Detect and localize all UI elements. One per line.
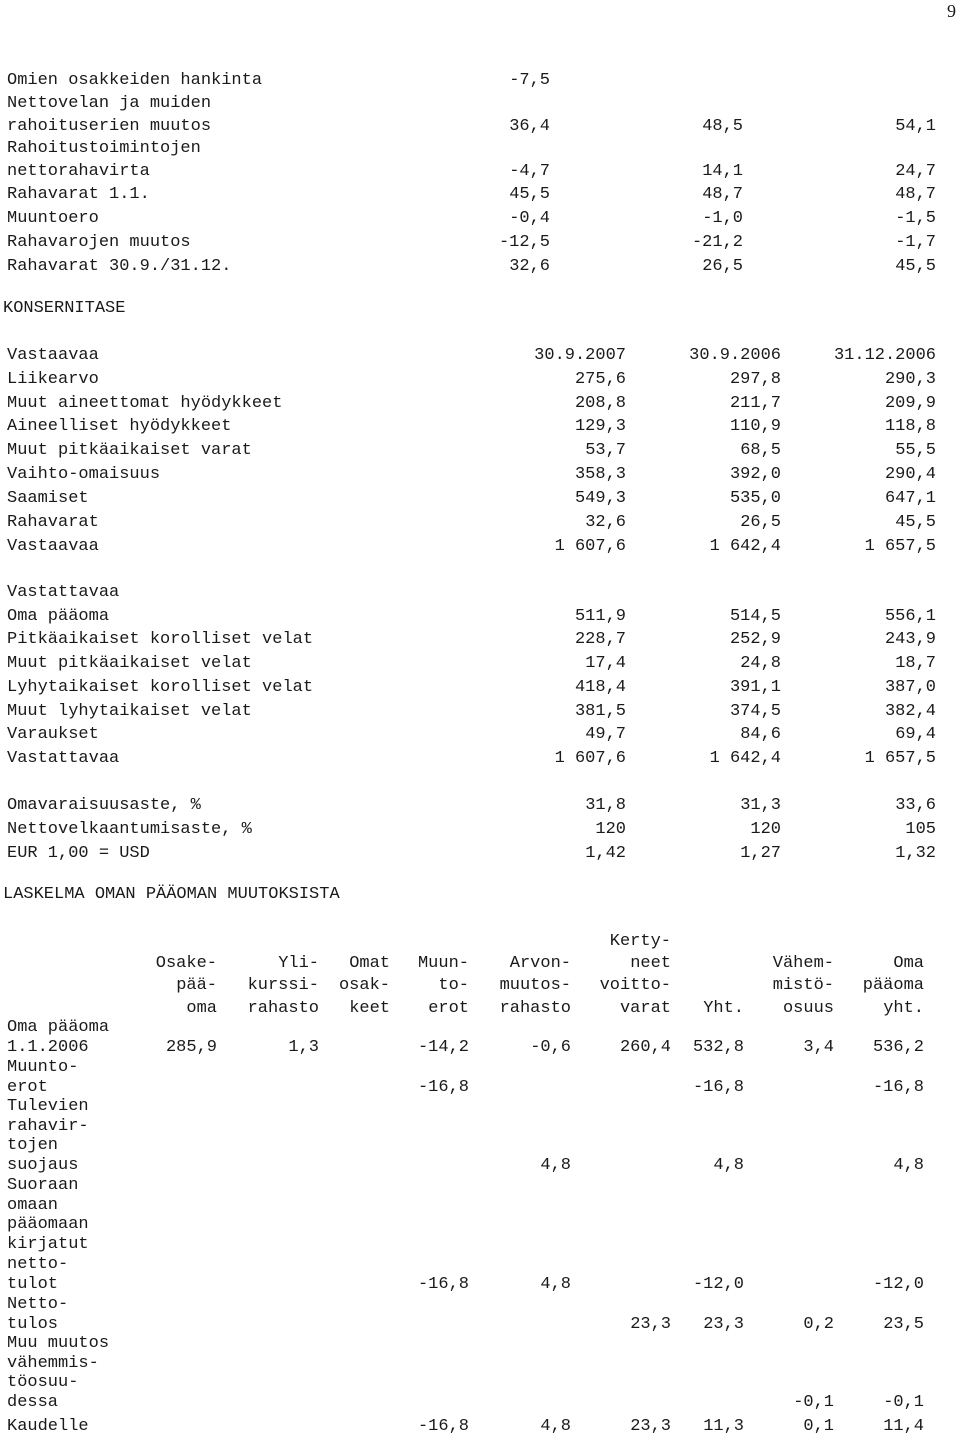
cell-value: 297,8	[729, 370, 781, 389]
cell-value: 535,0	[729, 489, 781, 508]
cell-value: 290,3	[884, 370, 936, 389]
row-label: Vaihto-omaisuus	[7, 465, 161, 484]
row-label: dessa	[7, 1393, 59, 1412]
column-header: to-	[438, 976, 469, 995]
column-header: Yli-	[278, 954, 319, 973]
cell-value: 275,6	[574, 370, 626, 389]
cell-value: 514,5	[729, 607, 781, 626]
column-header: erot	[428, 999, 469, 1018]
row-label: rahoituserien muutos	[7, 117, 212, 136]
column-header: rahasto	[247, 999, 319, 1018]
cell-value: 4,8	[540, 1417, 571, 1436]
cell-value: 382,4	[884, 702, 936, 721]
cell-value: 1,42	[585, 844, 626, 863]
row-label: Suoraan	[7, 1176, 79, 1195]
cell-value: 48,7	[895, 185, 936, 204]
cell-value: 120	[595, 820, 626, 839]
column-header: muutos-	[499, 976, 571, 995]
row-label: Saamiset	[7, 489, 89, 508]
cell-value: -1,5	[895, 209, 936, 228]
cell-value: 532,8	[692, 1038, 744, 1057]
cell-value: 1 642,4	[709, 537, 781, 556]
cell-value: -0,6	[530, 1038, 571, 1057]
cell-value: 54,1	[895, 117, 936, 136]
row-label: erot	[7, 1078, 48, 1097]
cell-value: 68,5	[740, 441, 781, 460]
page-number: 9	[947, 1, 956, 21]
column-header: 31.12.2006	[833, 346, 936, 365]
cell-value: 49,7	[585, 725, 626, 744]
column-header: keet	[349, 999, 390, 1018]
column-header: pääoma	[862, 976, 924, 995]
row-label: Rahavarojen muutos	[7, 233, 191, 252]
cell-value: 1,32	[895, 844, 936, 863]
row-label: pääomaan	[7, 1215, 89, 1234]
cell-value: 228,7	[574, 630, 626, 649]
cell-value: 209,9	[884, 394, 936, 413]
cell-value: 358,3	[574, 465, 626, 484]
cell-value: 48,7	[702, 185, 743, 204]
row-label: Muunto-	[7, 1058, 79, 1077]
row-label: kirjatut	[7, 1235, 89, 1254]
row-label: Rahoitustoimintojen	[7, 139, 201, 158]
cell-value: 118,8	[884, 417, 936, 436]
row-label: Oma pääoma	[7, 1018, 110, 1037]
cell-value: 33,6	[895, 796, 936, 815]
row-label: Nettovelan ja muiden	[7, 94, 212, 113]
cell-value: 26,5	[702, 257, 743, 276]
cell-value: 0,2	[803, 1315, 834, 1334]
column-header: osak-	[338, 976, 390, 995]
cell-value: 3,4	[803, 1038, 834, 1057]
row-label: Aineelliset hyödykkeet	[7, 417, 232, 436]
row-label: Nettovelkaantumisaste, %	[7, 820, 252, 839]
cell-value: 1 657,5	[864, 537, 936, 556]
konsernitase-title: KONSERNITASE	[3, 299, 126, 318]
row-label: Muut pitkäaikaiset varat	[7, 441, 252, 460]
row-label: vähemmis-	[7, 1354, 99, 1373]
cell-value: 381,5	[574, 702, 626, 721]
row-label: Vastaavaa	[7, 537, 99, 556]
cell-value: 211,7	[729, 394, 781, 413]
cell-value: 1 642,4	[709, 749, 781, 768]
column-header: 30.9.2007	[534, 346, 626, 365]
row-label: Omavaraisuusaste, %	[7, 796, 201, 815]
cell-value: -12,0	[872, 1275, 924, 1294]
cell-value: 17,4	[585, 654, 626, 673]
cell-value: 549,3	[574, 489, 626, 508]
cell-value: -14,2	[417, 1038, 469, 1057]
cell-value: 105	[905, 820, 936, 839]
column-header: kurssi-	[247, 976, 319, 995]
cell-value: -12,5	[498, 233, 550, 252]
row-label: Netto-	[7, 1295, 69, 1314]
cell-value: -0,1	[793, 1393, 834, 1412]
cell-value: 392,0	[729, 465, 781, 484]
cell-value: 556,1	[884, 607, 936, 626]
row-label: Lyhytaikaiset korolliset velat	[7, 678, 314, 697]
cell-value: 23,3	[630, 1315, 671, 1334]
row-label: Rahavarat 30.9./31.12.	[7, 257, 232, 276]
cell-value: 0,1	[803, 1417, 834, 1436]
cell-value: -16,8	[692, 1078, 744, 1097]
row-label: Tulevien	[7, 1097, 89, 1116]
cell-value: 11,4	[883, 1417, 924, 1436]
cell-value: -4,7	[509, 162, 550, 181]
cell-value: -16,8	[417, 1275, 469, 1294]
cell-value: 1,3	[288, 1038, 319, 1057]
cell-value: 23,3	[703, 1315, 744, 1334]
cell-value: 84,6	[740, 725, 781, 744]
cell-value: 45,5	[895, 257, 936, 276]
row-label: töosuu-	[7, 1373, 79, 1392]
cell-value: 36,4	[509, 117, 550, 136]
cell-value: -0,1	[883, 1393, 924, 1412]
cell-value: -0,4	[509, 209, 550, 228]
cell-value: 260,4	[619, 1038, 671, 1057]
cell-value: -12,0	[692, 1275, 744, 1294]
row-label: tulot	[7, 1275, 59, 1294]
cell-value: -16,8	[872, 1078, 924, 1097]
column-header: varat	[619, 999, 671, 1018]
cell-value: -7,5	[509, 71, 550, 90]
cell-value: 26,5	[740, 513, 781, 532]
cell-value: 1 607,6	[554, 537, 626, 556]
cell-value: 45,5	[509, 185, 550, 204]
cell-value: -1,7	[895, 233, 936, 252]
cell-value: 69,4	[895, 725, 936, 744]
cell-value: 387,0	[884, 678, 936, 697]
cell-value: 4,8	[540, 1275, 571, 1294]
column-header: Muun-	[417, 954, 469, 973]
column-header: osuus	[782, 999, 834, 1018]
cell-value: -16,8	[417, 1417, 469, 1436]
column-header: Omat	[349, 954, 390, 973]
row-label: Muut lyhytaikaiset velat	[7, 702, 252, 721]
row-label: EUR 1,00 = USD	[7, 844, 150, 863]
cell-value: 110,9	[729, 417, 781, 436]
row-label: nettorahavirta	[7, 162, 150, 181]
row-label: Muu muutos	[7, 1334, 110, 1353]
cell-value: 14,1	[702, 162, 743, 181]
cell-value: 32,6	[509, 257, 550, 276]
cell-value: 285,9	[165, 1038, 217, 1057]
cell-value: 24,7	[895, 162, 936, 181]
cell-value: 1 657,5	[864, 749, 936, 768]
row-label: Omien osakkeiden hankinta	[7, 71, 263, 90]
cell-value: 536,2	[872, 1038, 924, 1057]
column-header: Kerty-	[609, 932, 671, 951]
cell-value: 208,8	[574, 394, 626, 413]
cell-value: 1 607,6	[554, 749, 626, 768]
column-header: neet	[630, 954, 671, 973]
row-label: tojen	[7, 1136, 59, 1155]
row-label: Oma pääoma	[7, 607, 110, 626]
column-header: Oma	[893, 954, 924, 973]
cell-value: 31,8	[585, 796, 626, 815]
column-header: mistö-	[772, 976, 834, 995]
row-label: rahavir-	[7, 1117, 89, 1136]
cell-value: 391,1	[729, 678, 781, 697]
row-label: Rahavarat 1.1.	[7, 185, 150, 204]
cell-value: 11,3	[703, 1417, 744, 1436]
row-label: Muuntoero	[7, 209, 99, 228]
cell-value: 120	[750, 820, 781, 839]
row-label: Varaukset	[7, 725, 99, 744]
equity-changes-title: LASKELMA OMAN PÄÄOMAN MUUTOKSISTA	[3, 885, 340, 904]
row-label: tulos	[7, 1315, 59, 1334]
row-label: 1.1.2006	[7, 1038, 89, 1057]
cell-value: 4,8	[713, 1156, 744, 1175]
section-label: Vastattavaa	[7, 583, 120, 602]
column-header: oma	[186, 999, 217, 1018]
row-label: omaan	[7, 1196, 59, 1215]
cell-value: 511,9	[574, 607, 626, 626]
cell-value: 23,5	[883, 1315, 924, 1334]
row-label: Vastattavaa	[7, 749, 120, 768]
cell-value: 4,8	[893, 1156, 924, 1175]
row-label: netto-	[7, 1255, 69, 1274]
row-label: Muut aineettomat hyödykkeet	[7, 394, 283, 413]
column-header: 30.9.2006	[689, 346, 781, 365]
row-label: Kaudelle	[7, 1417, 89, 1436]
cell-value: 48,5	[702, 117, 743, 136]
column-header: yht.	[883, 999, 924, 1018]
cell-value: 1,27	[740, 844, 781, 863]
cell-value: -16,8	[417, 1078, 469, 1097]
row-label: Muut pitkäaikaiset velat	[7, 654, 252, 673]
row-label: Pitkäaikaiset korolliset velat	[7, 630, 314, 649]
cell-value: 55,5	[895, 441, 936, 460]
column-header: Arvon-	[509, 954, 571, 973]
cell-value: 252,9	[729, 630, 781, 649]
column-header: voitto-	[599, 976, 671, 995]
cell-value: 45,5	[895, 513, 936, 532]
cell-value: 23,3	[630, 1417, 671, 1436]
cell-value: -1,0	[702, 209, 743, 228]
cell-value: 129,3	[574, 417, 626, 436]
column-header: pää-	[176, 976, 217, 995]
cell-value: 418,4	[574, 678, 626, 697]
column-header: Yht.	[703, 999, 744, 1018]
row-label: suojaus	[7, 1156, 79, 1175]
column-header: Vähem-	[772, 954, 834, 973]
column-header: Osake-	[155, 954, 217, 973]
cell-value: 24,8	[740, 654, 781, 673]
header-label: Vastaavaa	[7, 346, 99, 365]
row-label: Liikearvo	[7, 370, 99, 389]
cell-value: 4,8	[540, 1156, 571, 1175]
cell-value: 32,6	[585, 513, 626, 532]
cell-value: 243,9	[884, 630, 936, 649]
row-label: Rahavarat	[7, 513, 99, 532]
cell-value: 53,7	[585, 441, 626, 460]
cell-value: 374,5	[729, 702, 781, 721]
column-header: rahasto	[499, 999, 571, 1018]
cell-value: -21,2	[691, 233, 743, 252]
cell-value: 647,1	[884, 489, 936, 508]
cell-value: 31,3	[740, 796, 781, 815]
cell-value: 290,4	[884, 465, 936, 484]
cell-value: 18,7	[895, 654, 936, 673]
